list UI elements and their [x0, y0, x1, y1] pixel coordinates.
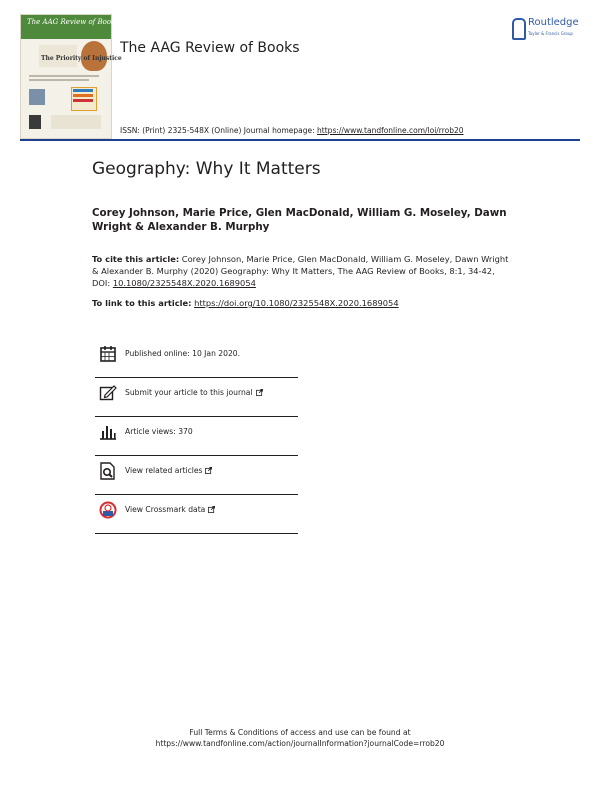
- crossmark-link[interactable]: [125, 505, 215, 514]
- submit-article-row[interactable]: [95, 378, 298, 417]
- citation-doi-link[interactable]: 10.1080/2325548X.2020.1689054: [112, 277, 256, 288]
- cover-journal-name: The AAG Review of Books: [27, 18, 119, 26]
- bar-chart-icon: [99, 423, 117, 441]
- article-views: Article views: 370: [125, 427, 193, 436]
- crossmark-row[interactable]: [95, 495, 298, 534]
- journal-cover-thumbnail: [20, 14, 122, 139]
- publisher-tagline: Taylor & Francis Group: [528, 31, 573, 36]
- submit-article-link[interactable]: [125, 388, 263, 397]
- citation-block: [92, 254, 512, 289]
- cover-line: [29, 75, 99, 77]
- terms-url[interactable]: https://www.tandfonline.com/action/journalInformation?journalCode=rrob20: [155, 739, 445, 748]
- cover-book-image: [29, 115, 41, 129]
- published-row: [95, 339, 298, 378]
- article-authors: Corey Johnson, Marie Price, Glen MacDonald, William G. Moseley, Dawn Wright & Alexander B. Murphy: [92, 207, 507, 233]
- article-title: Geography: Why It Matters: [92, 159, 321, 179]
- crossmark-icon: [99, 501, 117, 519]
- terms-text: Full Terms & Conditions of access and use can be found at: [189, 728, 411, 737]
- article-link-line: [92, 298, 399, 308]
- routledge-logo: [508, 15, 594, 43]
- journal-title: The AAG Review of Books: [120, 40, 300, 56]
- published-date: Published online: 10 Jan 2020.: [125, 349, 241, 358]
- related-articles-row[interactable]: [95, 456, 298, 495]
- issn-text: ISSN: (Print) 2325-548X (Online) Journal homepage:: [120, 126, 315, 135]
- submit-article-label: Submit your article to this journal: [125, 388, 253, 397]
- external-link-icon: [256, 389, 263, 396]
- article-views-row: [95, 417, 298, 456]
- link-label: To link to this article:: [92, 298, 192, 308]
- terms-footer: [100, 727, 500, 749]
- journal-homepage-link[interactable]: https://www.tandfonline.com/loi/rrob20: [317, 126, 464, 135]
- cover-feature-title: The Priority of Injustice: [41, 55, 122, 62]
- external-link-icon: [205, 467, 212, 474]
- article-doi-link[interactable]: https://doi.org/10.1080/2325548X.2020.1689054: [194, 298, 399, 308]
- issn-line: [120, 126, 464, 135]
- cover-text-block: [51, 115, 101, 129]
- crossmark-label: View Crossmark data: [125, 505, 206, 514]
- calendar-icon: [99, 345, 117, 363]
- related-articles-link[interactable]: [125, 466, 212, 475]
- cover-book-stripe: [73, 94, 93, 97]
- cover-line: [29, 79, 89, 81]
- external-link-icon: [208, 506, 215, 513]
- citation-label: To cite this article:: [92, 254, 180, 264]
- cover-book-stripe: [73, 89, 93, 92]
- search-document-icon: [99, 462, 117, 480]
- cover-book-image: [29, 89, 45, 105]
- related-articles-label: View related articles: [125, 466, 203, 475]
- article-info-list: [95, 339, 298, 534]
- edit-icon: [99, 384, 117, 402]
- cover-book-stripe: [73, 99, 93, 102]
- routledge-logo-icon: [512, 18, 526, 40]
- publisher-name: Routledge: [528, 17, 579, 28]
- header-divider: [20, 139, 580, 141]
- citation-text: Corey Johnson, Marie Price, Glen MacDonald, William G. Moseley, Dawn Wright & Alexander B. Murphy (2020) Geography: Why It Matters, The AAG Review of Books, 8:1, 34-42, DOI:: [92, 254, 509, 288]
